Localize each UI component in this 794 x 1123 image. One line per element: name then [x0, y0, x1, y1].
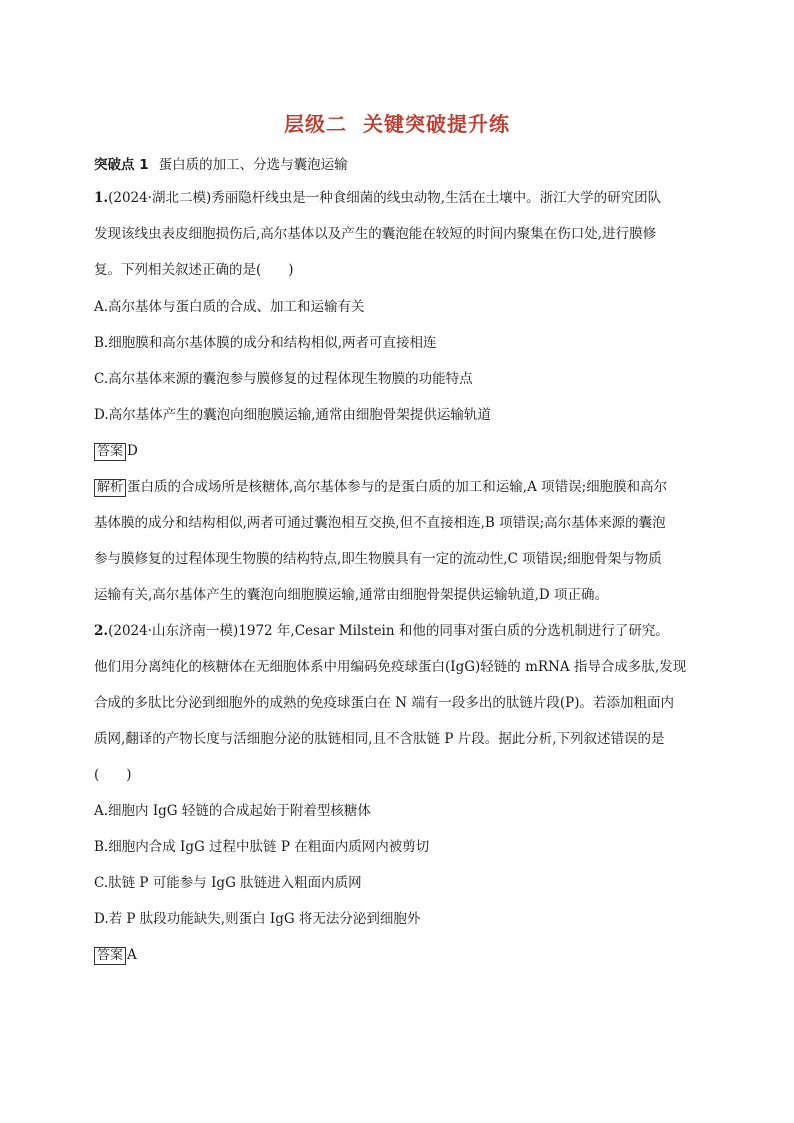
q2-stem-line-3: 合成的多肽比分泌到细胞外的成熟的免疫球蛋白在 N 端有一段多出的肽链片段(P)。若添加粗面内	[94, 695, 675, 711]
q1-option-a: A.高尔基体与蛋白质的合成、加工和运输有关	[94, 299, 365, 315]
q2-number: 2.	[94, 623, 109, 639]
q2-option-b: B.细胞内合成 IgG 过程中肽链 P 在粗面内质网内被剪切	[94, 839, 430, 855]
q2-stem-line-4: 质网,翻译的产物长度与活细胞分泌的肽链相同,且不含肽链 P 片段。据此分析,下列叙述错误的是	[94, 731, 665, 747]
answer-label: 答案	[94, 947, 126, 965]
q1-stem-line-3: 复。下列相关叙述正确的是( )	[94, 262, 294, 278]
section-heading	[94, 153, 348, 173]
q1-stem-line-2: 发现该线虫表皮细胞损伤后,高尔基体以及产生的囊泡能在较短的时间内聚集在伤口处,进行膜修	[94, 226, 657, 242]
section-label: 突破点 1	[94, 157, 149, 173]
q1-analysis-line-2: 基体膜的成分和结构相似,两者可通过囊泡相互交换,但不直接相连,B 项错误;高尔基体来源的囊泡	[94, 515, 666, 531]
q1-option-c: C.高尔基体来源的囊泡参与膜修复的过程体现生物膜的功能特点	[94, 371, 473, 387]
q1-analysis-line-4: 运输有关,高尔基体产生的囊泡向细胞膜运输,通常由细胞骨架提供运输轨道,D 项正确。	[94, 587, 608, 603]
q1-answer	[94, 441, 704, 461]
q2-answer-value: A	[127, 947, 137, 963]
analysis-label: 解析	[94, 479, 126, 497]
q1-option-d: D.高尔基体产生的囊泡向细胞膜运输,通常由细胞骨架提供运输轨道	[94, 407, 491, 423]
q2-option-a: A.细胞内 IgG 轻链的合成起始于附着型核糖体	[94, 803, 371, 819]
answer-label: 答案	[94, 443, 126, 461]
q2-option-c: C.肽链 P 可能参与 IgG 肽链进入粗面内质网	[94, 875, 362, 891]
title-level: 层级二	[284, 112, 347, 136]
q2-stem-line-2: 他们用分离纯化的核糖体在无细胞体系中用编码免疫球蛋白(IgG)轻链的 mRNA 指导合成多肽,发现	[94, 659, 687, 675]
q1-analysis-line-1: 解析 蛋白质的合成场所是核糖体,高尔基体参与的是蛋白质的加工和运输,A 项错误;细胞膜和高尔	[94, 477, 704, 497]
page-title	[0, 108, 794, 137]
q1-number: 1.	[94, 190, 109, 206]
q2-option-d: D.若 P 肽段功能缺失,则蛋白 IgG 将无法分泌到细胞外	[94, 911, 421, 927]
q2-stem-line-1: 2.(2024·山东济南一模)1972 年,Cesar Milstein 和他的同事对蛋白质的分选机制进行了研究。	[94, 623, 669, 639]
q1-analysis-line-3: 参与膜修复的过程体现生物膜的结构特点,即生物膜具有一定的流动性,C 项错误;细胞骨架与物质	[94, 551, 662, 567]
q1-stem-line-1: 1.(2024·湖北二模)秀丽隐杆线虫是一种食细菌的线虫动物,生活在土壤中。浙江大学的研究团队	[94, 190, 662, 206]
q2-answer	[94, 945, 704, 965]
section-text: 蛋白质的加工、分选与囊泡运输	[158, 157, 348, 173]
title-main: 关键突破提升练	[363, 112, 510, 136]
q1-option-b: B.细胞膜和高尔基体膜的成分和结构相似,两者可直接相连	[94, 335, 437, 351]
q2-stem-line-5: ( )	[94, 767, 132, 783]
q1-answer-value: D	[127, 443, 138, 459]
